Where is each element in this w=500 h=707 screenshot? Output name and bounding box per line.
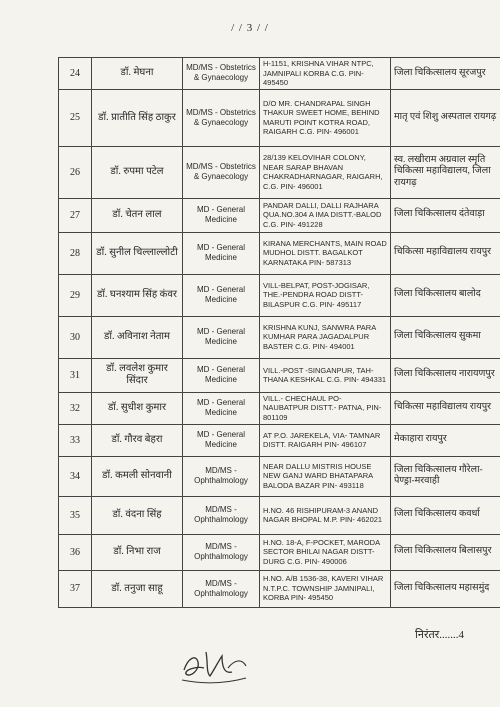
- serial-number-cell: 27: [59, 198, 92, 232]
- address-cell: VILL.-POST -SINGANPUR, TAH- THANA KESHKAL C.G. PIN- 494331: [260, 358, 391, 392]
- posting-cell: मेकाहारा रायपुर: [391, 424, 500, 456]
- continued-note: निरंतर.......4: [415, 629, 464, 641]
- address-cell: H.NO. 18-A, F-POCKET, MARODA SECTOR BHILAI NAGAR DISTT-DURG C.G. PIN- 490006: [260, 534, 391, 570]
- doctor-name-cell: डॉ. वंदना सिंह: [92, 496, 183, 534]
- qualification-cell: MD - General Medicine: [183, 198, 260, 232]
- table-row: [59, 232, 500, 274]
- address-cell: D/O MR. CHANDRAPAL SINGH THAKUR SWEET HOME, BEHIND MARUTI POINT KOTRA ROAD, RAIGARH C.G. PIN- 496001: [260, 89, 391, 146]
- table-body: [59, 58, 500, 608]
- table-row: [59, 198, 500, 232]
- serial-number-cell: 32: [59, 392, 92, 424]
- doctor-name-cell: डॉ. घनश्याम सिंह कंवर: [92, 274, 183, 316]
- serial-number-cell: 36: [59, 534, 92, 570]
- table-row: [59, 456, 500, 496]
- qualification-cell: MD - General Medicine: [183, 232, 260, 274]
- qualification-cell: MD/MS - Ophthalmology: [183, 570, 260, 607]
- table-row: [59, 58, 500, 90]
- address-cell: VILL.- CHECHAUL PO-NAUBATPUR DISTT.- PATNA, PIN- 801109: [260, 392, 391, 424]
- address-cell: KIRANA MERCHANTS, MAIN ROAD MUDHOL DISTT. BAGALKOT KARNATAKA PIN- 587313: [260, 232, 391, 274]
- qualification-cell: MD/MS - Obstetrics & Gynaecology: [183, 58, 260, 90]
- page-number-marker: / / 3 / /: [231, 22, 269, 34]
- doctor-name-cell: डॉ. कमली सोनवानी: [92, 456, 183, 496]
- serial-number-cell: 28: [59, 232, 92, 274]
- serial-number-cell: 29: [59, 274, 92, 316]
- doctor-name-cell: डॉ. सुधीश कुमार: [92, 392, 183, 424]
- address-cell: KRISHNA KUNJ, SANWRA PARA KUMHAR PARA JAGADALPUR BASTER C.G. PIN- 494001: [260, 316, 391, 358]
- address-cell: 28/139 KELOVIHAR COLONY, NEAR SARAP BHAVAN CHAKRADHARNAGAR, RAIGARH, C.G. PIN- 496001: [260, 146, 391, 198]
- table-row: [59, 358, 500, 392]
- doctor-name-cell: डॉ. प्रातीति सिंह ठाकुर: [92, 89, 183, 146]
- address-cell: NEAR DALLU MISTRIS HOUSE NEW GANJ WARD BHATAPARA BALODA BAZAR PIN- 493118: [260, 456, 391, 496]
- qualification-cell: MD - General Medicine: [183, 392, 260, 424]
- qualification-cell: MD - General Medicine: [183, 316, 260, 358]
- table-row: [59, 316, 500, 358]
- handwritten-signature: [176, 640, 256, 686]
- posting-cell: जिला चिकित्सालय बिलासपुर: [391, 534, 500, 570]
- table-row: [59, 534, 500, 570]
- doctor-name-cell: डॉ. रुपमा पटेल: [92, 146, 183, 198]
- serial-number-cell: 26: [59, 146, 92, 198]
- posting-cell: जिला चिकित्सालय सूरजपुर: [391, 58, 500, 90]
- posting-cell: जिला चिकित्सालय दंतेवाड़ा: [391, 198, 500, 232]
- qualification-cell: MD/MS - Obstetrics & Gynaecology: [183, 89, 260, 146]
- address-cell: VILL-BELPAT, POST-JOGISAR, THE.-PENDRA ROAD DISTT-BILASPUR C.G. PIN- 495117: [260, 274, 391, 316]
- table-row: [59, 570, 500, 607]
- qualification-cell: MD/MS - Ophthalmology: [183, 496, 260, 534]
- posting-cell: जिला चिकित्सालय नारायणपुर: [391, 358, 500, 392]
- qualification-cell: MD - General Medicine: [183, 274, 260, 316]
- qualification-cell: MD/MS - Ophthalmology: [183, 534, 260, 570]
- doctor-name-cell: डॉ. सुनील चिल्लाल्लोटी: [92, 232, 183, 274]
- serial-number-cell: 31: [59, 358, 92, 392]
- table-row: [59, 274, 500, 316]
- serial-number-cell: 35: [59, 496, 92, 534]
- table-row: [59, 89, 500, 146]
- doctor-name-cell: डॉ. चेतन लाल: [92, 198, 183, 232]
- doctor-name-cell: डॉ. लवलेश कुमार सिंदार: [92, 358, 183, 392]
- address-cell: AT P.O. JAREKELA, VIA- TAMNAR DISTT. RAIGARH PIN- 496107: [260, 424, 391, 456]
- qualification-cell: MD/MS - Obstetrics & Gynaecology: [183, 146, 260, 198]
- posting-cell: जिला चिकित्सालय महासमुंद: [391, 570, 500, 607]
- table-row: [59, 496, 500, 534]
- posting-cell: जिला चिकित्सालय सुकमा: [391, 316, 500, 358]
- posting-cell: चिकित्सा महाविद्यालय रायपुर: [391, 392, 500, 424]
- doctor-name-cell: डॉ. निभा राज: [92, 534, 183, 570]
- doctor-name-cell: डॉ. तनुजा साहू: [92, 570, 183, 607]
- posting-cell: जिला चिकित्सालय बालोद: [391, 274, 500, 316]
- table-row: [59, 424, 500, 456]
- serial-number-cell: 37: [59, 570, 92, 607]
- qualification-cell: MD - General Medicine: [183, 358, 260, 392]
- qualification-cell: MD - General Medicine: [183, 424, 260, 456]
- posting-cell: स्व. लखीराम अग्रवाल स्मृति चिकित्सा महाविद्यालय, जिला रायगढ़: [391, 146, 500, 198]
- posting-cell: चिकित्सा महाविद्यालय रायपुर: [391, 232, 500, 274]
- posting-cell: जिला चिकित्सालय गौरेला-पेण्ड्रा-मरवाही: [391, 456, 500, 496]
- serial-number-cell: 24: [59, 58, 92, 90]
- doctor-name-cell: डॉ. मेघना: [92, 58, 183, 90]
- address-cell: H.NO. A/B 1536-38, KAVERI VIHAR N.T.P.C. TOWNSHIP JAMNIPALI, KORBA PIN- 495450: [260, 570, 391, 607]
- table-row: [59, 146, 500, 198]
- table-row: [59, 392, 500, 424]
- doctor-posting-table: [58, 57, 500, 608]
- posting-cell: मातृ एवं शिशु अस्पताल रायगढ़: [391, 89, 500, 146]
- doctor-name-cell: डॉ. अविनाश नेताम: [92, 316, 183, 358]
- serial-number-cell: 25: [59, 89, 92, 146]
- serial-number-cell: 34: [59, 456, 92, 496]
- serial-number-cell: 30: [59, 316, 92, 358]
- qualification-cell: MD/MS - Ophthalmology: [183, 456, 260, 496]
- serial-number-cell: 33: [59, 424, 92, 456]
- doctor-name-cell: डॉ. गौरव बेहरा: [92, 424, 183, 456]
- address-cell: H.NO. 46 RISHIPURAM-3 ANAND NAGAR BHOPAL M.P. PIN- 462021: [260, 496, 391, 534]
- address-cell: PANDAR DALLI, DALLI RAJHARA QUA.NO.304 A IMA DISTT.-BALOD C.G. PIN- 491228: [260, 198, 391, 232]
- address-cell: H-1151, KRISHNA VIHAR NTPC, JAMNIPALI KORBA C.G. PIN- 495450: [260, 58, 391, 90]
- posting-cell: जिला चिकित्सालय कवर्धा: [391, 496, 500, 534]
